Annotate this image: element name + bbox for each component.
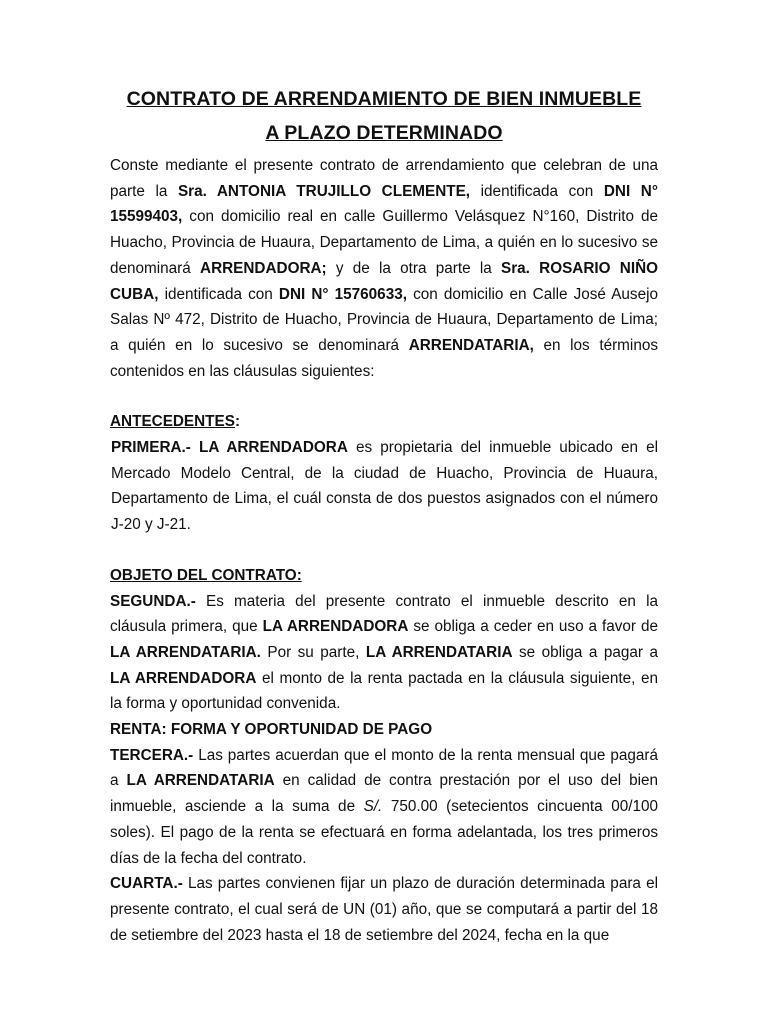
intro-text: en los términos contenidos en las cláusulas siguientes: (110, 336, 658, 380)
party-term: LA ARRENDATARIA (365, 643, 513, 661)
clause-label: PRIMERA.- LA ARRENDADORA (111, 439, 348, 457)
section-heading-renta: RENTA: FORMA Y OPORTUNIDAD DE PAGO (110, 721, 433, 739)
clause-tercera (110, 743, 658, 872)
spacer (110, 384, 658, 409)
clause-cuarta (110, 871, 658, 948)
document-title-line-1: CONTRATO DE ARRENDAMIENTO DE BIEN INMUEBLE (126, 88, 642, 110)
spacer (110, 538, 658, 563)
objeto-heading-text: OBJETO DEL CONTRATO: (110, 566, 302, 584)
party-term: LA ARRENDATARIA (126, 772, 275, 790)
arrendataria-name: Sra. ROSARIO NIÑO CUBA, (110, 259, 659, 303)
antecedentes-colon: : (234, 413, 241, 431)
intro-text: identificada con (158, 285, 279, 303)
clause-text: en calidad de contra prestación por el uso del bien inmueble, asciende a la suma de (110, 772, 658, 816)
intro-paragraph (110, 153, 658, 384)
party-term: LA ARRENDATARIA. (110, 643, 261, 661)
clause-label: SEGUNDA.- (110, 592, 196, 610)
clause-text: es propietaria del inmueble ubicado en el Mercado Modelo Central, de la ciudad de Huacho, Provincia de Huaura, Departamento de Lima, el cuál consta de dos puestos asignados con el número J-20 y J-21. (111, 439, 658, 534)
clause-segunda (110, 589, 658, 718)
clause-label: TERCERA.- (110, 746, 194, 764)
intro-text: Conste mediante el presente contrato de arrendamiento que celebran de una parte la (110, 157, 658, 200)
intro-text: con domicilio real en calle Guillermo Velásquez N°160, Distrito de Huacho, Provincia de Huaura, Departamento de Lima, a quién en lo sucesivo se denominará (110, 208, 658, 277)
clause-text: se obliga a ceder en uso a favor de (408, 618, 659, 636)
clause-text: Por su parte, (260, 643, 366, 661)
clause-text: Las partes convienen fijar un plazo de duración determinada para el presente contrato, el cual será de UN (01) año, que se computará a partir del 18 de setiembre del 2023 hasta el 18 de setiembre del 2024, fecha en la que (110, 875, 658, 944)
intro-text: y de la otra parte la (326, 259, 501, 277)
clause-text: Las partes acuerdan que el monto de la renta mensual que pagará a (110, 746, 658, 790)
arrendadora-dni: DNI N° 15599403, (110, 182, 658, 226)
arrendataria-term: ARRENDATARIA, (408, 336, 534, 354)
party-term: LA ARRENDADORA (262, 618, 409, 636)
arrendataria-dni: DNI N° 15760633, (278, 285, 407, 303)
arrendadora-term: ARRENDADORA; (200, 259, 327, 277)
intro-text: con domicilio en Calle José Ausejo Salas Nº 472, Distrito de Huacho, Provincia de Huaura, Departamento de Lima; a quién en lo sucesivo se denominará (110, 285, 658, 354)
document-title-line-2: A PLAZO DETERMINADO (265, 122, 503, 144)
arrendadora-name: Sra. ANTONIA TRUJILLO CLEMENTE, (177, 182, 471, 200)
section-heading-antecedentes (110, 409, 658, 435)
clause-text: se obliga a pagar a (512, 643, 658, 661)
intro-text: identificada con (470, 182, 604, 200)
clause-text: Es materia del presente contrato el inmueble descrito en la cláusula primera, que (110, 592, 658, 636)
antecedentes-heading-text: ANTECEDENTES (110, 413, 235, 431)
section-heading-objeto (110, 563, 658, 589)
clause-text: el monto de la renta pactada en la cláusula siguiente, en la forma y oportunidad convenida. (110, 669, 659, 713)
clause-primera (110, 435, 658, 538)
clause-label: CUARTA.- (110, 875, 183, 893)
party-term: LA ARRENDADORA (110, 669, 257, 687)
clause-text: 750.00 (setecientos cincuenta 00/100 soles). El pago de la renta se efectuará en forma adelantada, los tres primeros días de la fecha del contrato. (110, 798, 658, 867)
currency-symbol: S/. (363, 798, 383, 816)
